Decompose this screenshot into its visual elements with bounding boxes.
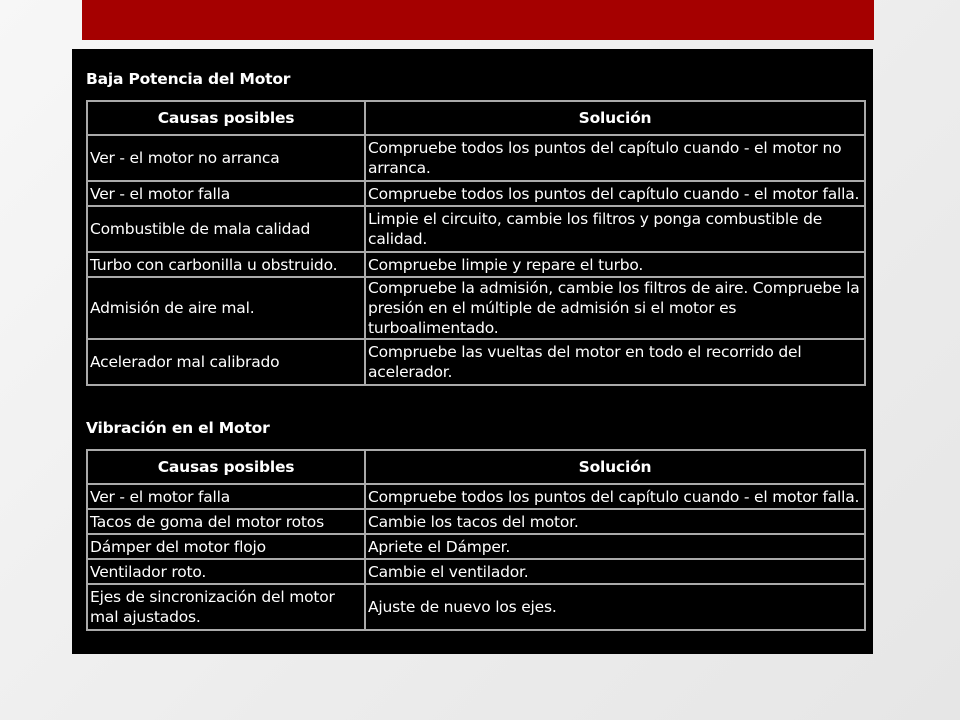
column-header-causes: Causas posibles (87, 450, 365, 484)
section-title-vibration: Vibración en el Motor (86, 419, 270, 437)
column-header-causes: Causas posibles (87, 101, 365, 135)
cause-cell: Ver - el motor no arranca (87, 135, 365, 181)
solution-cell: Compruebe todos los puntos del capítulo cuando - el motor falla. (365, 484, 865, 509)
solution-cell: Compruebe la admisión, cambie los filtros de aire. Compruebe la presión en el múltiple de admisión si el motor es turboalimentado. (365, 277, 865, 339)
table-row (87, 559, 865, 584)
solution-cell: Ajuste de nuevo los ejes. (365, 584, 865, 630)
cause-cell: Ventilador roto. (87, 559, 365, 584)
cause-cell: Combustible de mala calidad (87, 206, 365, 252)
solution-cell: Compruebe limpie y repare el turbo. (365, 252, 865, 277)
content-panel (72, 49, 873, 654)
vibration-table (86, 449, 866, 631)
table-row (87, 135, 865, 181)
solution-cell: Limpie el circuito, cambie los filtros y ponga combustible de calidad. (365, 206, 865, 252)
table-row (87, 277, 865, 339)
cause-cell: Ver - el motor falla (87, 484, 365, 509)
column-header-solution: Solución (365, 450, 865, 484)
table-row (87, 509, 865, 534)
cause-cell: Acelerador mal calibrado (87, 339, 365, 385)
solution-cell: Cambie los tacos del motor. (365, 509, 865, 534)
cause-cell: Ver - el motor falla (87, 181, 365, 206)
table-row (87, 181, 865, 206)
cause-cell: Tacos de goma del motor rotos (87, 509, 365, 534)
table-header-row (87, 101, 865, 135)
solution-cell: Compruebe todos los puntos del capítulo cuando - el motor falla. (365, 181, 865, 206)
table-row (87, 339, 865, 385)
table-row (87, 584, 865, 630)
table-header-row (87, 450, 865, 484)
cause-cell: Turbo con carbonilla u obstruido. (87, 252, 365, 277)
cause-cell: Admisión de aire mal. (87, 277, 365, 339)
section-title-low-power: Baja Potencia del Motor (86, 70, 291, 88)
solution-cell: Compruebe todos los puntos del capítulo cuando - el motor no arranca. (365, 135, 865, 181)
table-row (87, 484, 865, 509)
solution-cell: Compruebe las vueltas del motor en todo el recorrido del acelerador. (365, 339, 865, 385)
solution-cell: Apriete el Dámper. (365, 534, 865, 559)
table-row (87, 206, 865, 252)
low-power-table (86, 100, 866, 386)
solution-cell: Cambie el ventilador. (365, 559, 865, 584)
table-row (87, 252, 865, 277)
cause-cell: Ejes de sincronización del motor mal ajustados. (87, 584, 365, 630)
cause-cell: Dámper del motor flojo (87, 534, 365, 559)
table-row (87, 534, 865, 559)
column-header-solution: Solución (365, 101, 865, 135)
title-banner (82, 0, 874, 40)
